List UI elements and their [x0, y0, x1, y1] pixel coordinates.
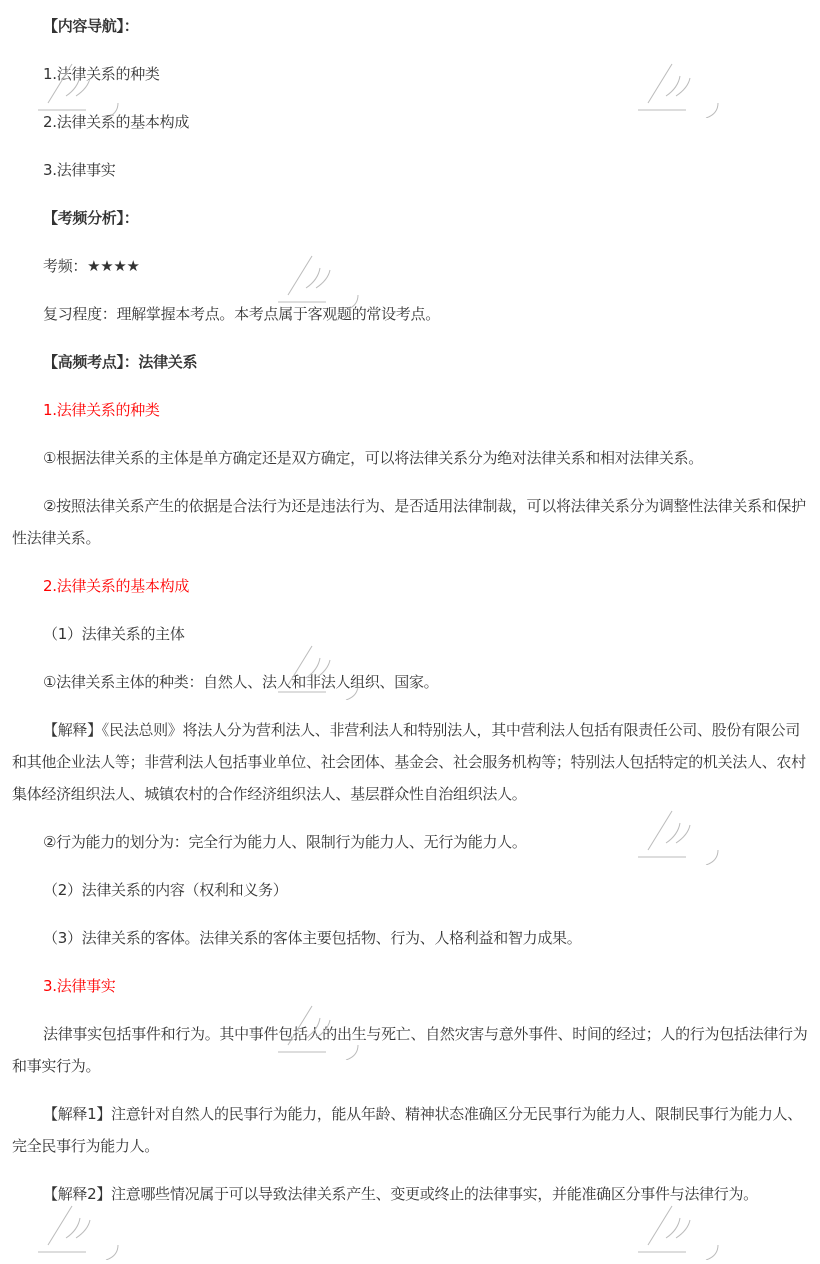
- nav-item: 1.法律关系的种类: [43, 65, 160, 83]
- section-paragraph: ①根据法律关系的主体是单方确定还是双方确定，可以将法律关系分为绝对法律关系和相对法律关系。: [43, 449, 703, 467]
- section-paragraph: 法律事实包括事件和行为。其中事件包括人的出生与死亡、自然灾害与意外事件、时间的经过；人的行为包括法律行为和事实行为。: [12, 1025, 808, 1075]
- section-paragraph: 【解释1】注意针对自然人的民事行为能力，能从年龄、精神状态准确区分无民事行为能力人、限制民事行为能力人、完全民事行为能力人。: [12, 1105, 802, 1155]
- section-paragraph: 【解释2】注意哪些情况属于可以导致法律关系产生、变更或终止的法律事实，并能准确区分事件与法律行为。: [43, 1185, 758, 1203]
- section-paragraph: 【解释】《民法总则》将法人分为营利法人、非营利法人和特别法人，其中营利法人包括有限责任公司、股份有限公司和其他企业法人等；非营利法人包括事业单位、社会团体、基金会、社会服务机构等；特别法人包括特定的机关法人、农村集体经济组织法人、城镇农村的合作经济组织法人、基层群众性自治组织法人。: [12, 721, 806, 803]
- nav-heading: 【内容导航】：: [43, 17, 139, 35]
- freq-heading: 【考频分析】：: [43, 209, 139, 227]
- section-title: 1.法律关系的种类: [43, 401, 160, 419]
- section-paragraph: ②按照法律关系产生的依据是合法行为还是违法行为、是否适用法律制裁，可以将法律关系分为调整性法律关系和保护性法律关系。: [12, 497, 806, 547]
- freq-rating: 考频：★★★★: [43, 257, 140, 275]
- topic-heading: 【高频考点】：法律关系: [43, 353, 198, 371]
- section-paragraph: ①法律关系主体的种类：自然人、法人和非法人组织、国家。: [43, 673, 439, 691]
- freq-review: 复习程度：理解掌握本考点。本考点属于客观题的常设考点。: [43, 305, 440, 323]
- section-paragraph: （1）法律关系的主体: [43, 625, 185, 643]
- section-title: 3.法律事实: [43, 977, 116, 995]
- section-title: 2.法律关系的基本构成: [43, 577, 190, 595]
- section-paragraph: ②行为能力的划分为：完全行为能力人、限制行为能力人、无行为能力人。: [43, 833, 527, 851]
- nav-item: 3.法律事实: [43, 161, 116, 179]
- section-paragraph: （2）法律关系的内容（权利和义务）: [43, 881, 288, 899]
- document: [12, 10, 812, 1226]
- nav-item: 2.法律关系的基本构成: [43, 113, 190, 131]
- section-paragraph: （3）法律关系的客体。法律关系的客体主要包括物、行为、人格利益和智力成果。: [43, 929, 582, 947]
